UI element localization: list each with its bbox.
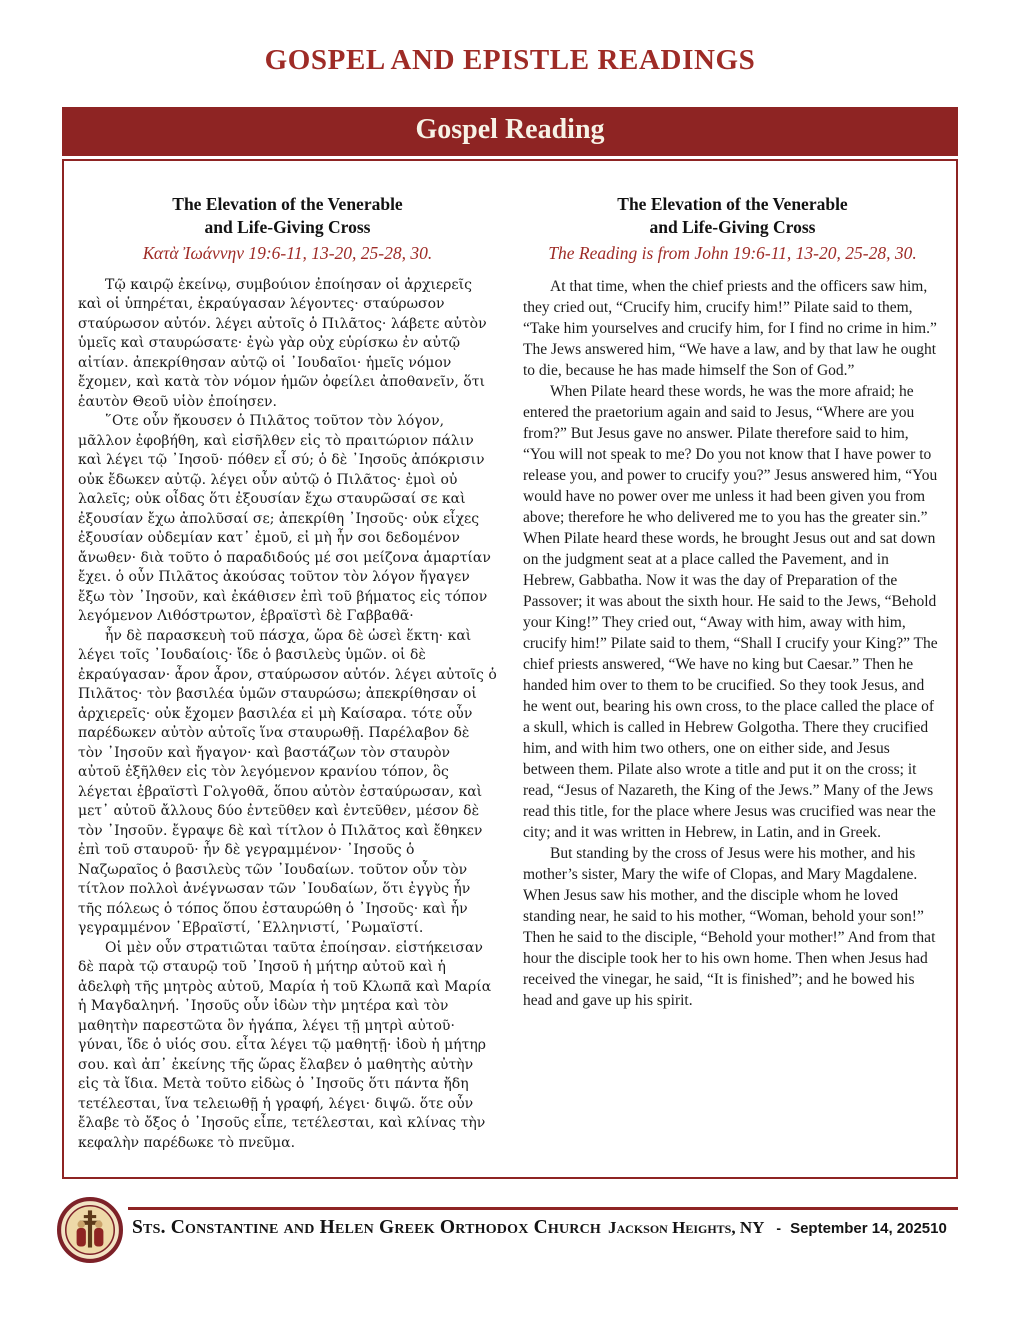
- church-location: Jackson Heights, NY: [608, 1218, 765, 1237]
- church-seal-icon: [57, 1197, 123, 1263]
- page-title: GOSPEL AND EPISTLE READINGS: [264, 44, 756, 76]
- church-name: Sts. Constantine and Helen Greek Orthodox Church: [132, 1217, 601, 1238]
- greek-paragraph: ῞Οτε οὖν ἤκουσεν ὁ Πιλᾶτος τοῦτον τὸν λόγον, μᾶλλον ἐφοβήθη, καὶ εἰσῆλθεν εἰς τὸ πραιτώριον πάλιν καὶ λέγει τῷ ᾿Ιησοῦ· πόθεν εἶ σύ; ὁ δὲ ᾿Ιησοῦς ἀπόκρισιν οὐκ ἔδωκεν αὐτῷ. λέγει οὖν αὐτῷ ὁ Πιλᾶτος· ἐμοὶ οὐ λαλεῖς; οὐκ οἶδας ὅτι ἐξουσίαν ἔχω σταυρῶσαί σε καὶ ἐξουσίαν ἔχω ἀπολῦσαί σε; ἀπεκρίθη ᾿Ιησοῦς· οὐκ εἶχες ἐξουσίαν οὐδεμίαν κατ᾿ ἐμοῦ, εἰ μὴ ἦν σοι δεδομένον ἄνωθεν· διὰ τοῦτο ὁ παραδιδούς μέ σοι μείζονα ἁμαρτίαν ἔχει. ὁ οὖν Πιλᾶτος ἀκούσας τοῦτον τὸν λόγον ἤγαγεν ἔξω τὸν ᾿Ιησοῦν, καὶ ἐκάθισεν ἐπὶ τοῦ βήματος εἰς τόπον λεγόμενον Λιθόστρωτον, ἑβραϊστὶ δὲ Γαββαθᾶ·: [78, 413, 491, 624]
- footer-text-row: [132, 1217, 958, 1239]
- greek-column: [78, 181, 497, 1177]
- greek-scripture-reference: Κατὰ Ἰωάννην 19:6-11, 13-20, 25-28, 30.: [142, 242, 433, 263]
- english-paragraph: At that time, when the chief priests and the officers saw him, they cried out, “Crucify him, crucify him!” Pilate said to them, “Take him yourselves and crucify him, for I find no crime in him.” The Jews answered him, “We have a law, and by that law he ought to die, because he has made himself the Son of God.”: [523, 277, 937, 379]
- footer-date: September 14, 2025: [790, 1220, 931, 1237]
- greek-heading-line2: and Life-Giving Cross: [204, 216, 371, 237]
- english-column: [523, 181, 942, 1177]
- reading-content-box: [62, 159, 958, 1179]
- greek-heading-line1: The Elevation of the Venerable: [172, 194, 403, 214]
- greek-paragraph: Τῷ καιρῷ ἐκείνῳ, συμβούιον ἐποίησαν οἱ ἀρχιερεῖς καὶ οἱ ὑπηρέται, ἐκραύγασαν λέγοντες· σταύρωσον σταύρωσον αὐτόν. λέγει αὐτοῖς ὁ Πιλᾶτος· λάβετε αὐτὸν ὑμεῖς καὶ σταυρώσατε· ἐγὼ γὰρ οὐχ εὑρίσκω ἐν αὐτῷ αἰτίαν. ἀπεκρίθησαν αὐτῷ οἱ ᾿Ιουδαῖοι· ἡμεῖς νόμον ἔχομεν, καὶ κατὰ τὸν νόμον ἡμῶν ὀφείλει ἀποθανεῖν, ὅτι ἑαυτὸν Θεοῦ υἱὸν ἐποίησεν.: [78, 276, 487, 410]
- english-heading-line2: and Life-Giving Cross: [649, 216, 816, 237]
- greek-paragraph: Οἱ μὲν οὖν στρατιῶται ταῦτα ἐποίησαν. εἱστήκεισαν δὲ παρὰ τῷ σταυρῷ τοῦ ᾿Ιησοῦ ἡ μήτηρ αὐτοῦ καὶ ἡ ἀδελφὴ τῆς μητρὸς αὐτοῦ, Μαρία ἡ τοῦ Κλωπᾶ καὶ Μαρία ἡ Μαγδαληνή. ᾿Ιησοῦς οὖν ἰδὼν τὴν μητέρα καὶ τὸν μαθητὴν παρεστῶτα ὃν ἠγάπα, λέγει τῇ μητρὶ αὐτοῦ· γύναι, ἴδε ὁ υἱός σου. εἶτα λέγει τῷ μαθητῇ· ἰδοὺ ἡ μήτηρ σου. καὶ ἀπ᾽ ἐκείνης τῆς ὥρας ἔλαβεν ὁ μαθητὴς αὐτὴν εἰς τὰ ἴδια. Μετὰ τοῦτο εἰδὼς ὁ ᾿Ιησοῦς ὅτι πάντα ἤδη τετέλεσται, ἵνα τελειωθῇ ἡ γραφή, λέγει· διψῶ. ὅτε οὖν ἔλαβε τὸ ὄξος ὁ ᾿Ιησοῦς εἶπε, τετέλεσται, καὶ κλίνας τὴν κεφαλὴν παρέδωκε τὸ πνεῦμα.: [78, 939, 492, 1151]
- greek-paragraph: ἦν δὲ παρασκευὴ τοῦ πάσχα, ὥρα δὲ ὡσεὶ ἕκτη· καὶ λέγει τοῖς ᾿Ιουδαίοις· ἴδε ὁ βασιλεὺς ὑμῶν. οἱ δὲ ἐκραύγασαν· ἆρον ἆρον, σταύρωσον αὐτόν. λέγει αὐτοῖς ὁ Πιλᾶτος· τὸν βασιλέα ὑμῶν σταυρώσω; ἀπεκρίθησαν οἱ ἀρχιερεῖς· οὐκ ἔχομεν βασιλέα εἰ μὴ Καίσαρα. τότε οὖν παρέδωκεν αὐτὸν αὐτοῖς ἵνα σταυρωθῇ. Παρέλαβον δὲ τὸν ᾿Ιησοῦν καὶ ἤγαγον· καὶ βαστάζων τὸν σταυρὸν αὐτοῦ ἐξῆλθεν εἰς τὸν λεγόμενον κρανίου τόπον, ὃς λέγεται ἑβραϊστὶ Γολγοθᾶ, ὅπου αὐτὸν ἐσταύρωσαν, καὶ μετ᾽ αὐτοῦ ἄλλους δύο ἐντεῦθεν καὶ ἐντεῦθεν, μέσον δὲ τὸν ᾿Ιησοῦν. ἔγραψε δὲ καὶ τίτλον ὁ Πιλᾶτος καὶ ἔθηκεν ἐπὶ τοῦ σταυροῦ· ἦν δὲ γεγραμμένον· ᾿Ιησοῦς ὁ Ναζωραῖος ὁ βασιλεὺς τῶν ᾿Ιουδαίων. τοῦτον οὖν τὸν τίτλον πολλοὶ ἀνέγνωσαν τῶν ᾿Ιουδαίων, ὅτι ἐγγὺς ἦν τῆς πόλεως ὁ τόπος ὅπου ἐσταυρώθη ὁ ᾿Ιησοῦς· καὶ ἦν γεγραμμένον ῾Εβραϊστί, ῾Ελληνιστί, ῾Ρωμαϊστί.: [78, 627, 497, 936]
- footer-divider-rule: [128, 1207, 958, 1210]
- gospel-reading-banner: Gospel Reading: [62, 107, 958, 156]
- english-scripture-reference: The Reading is from John 19:6-11, 13-20, 25-28, 30.: [548, 242, 917, 263]
- english-paragraph: When Pilate heard these words, he was the more afraid; he entered the praetorium again and said to Jesus, “Where are you from?” But Jesus gave no answer. Pilate therefore said to him, “You will not speak to me? Do you not know that I have power to release you, and power to crucify you?” Jesus answered him, “You would have no power over me unless it had been given you from above; therefore he who delivered me to you has the greater sin.” When Pilate heard these words, he brought Jesus out and sat down on the judgment seat at a place called the Pavement, and in Hebrew, Gabbatha. Now it was the day of Preparation of the Passover; it was about the sixth hour. He said to the Jews, “Behold your King!” They cried out, “Away with him, away with him, crucify him!” Pilate said to them, “Shall I crucify your King?” The chief priests answered, “We have no king but Caesar.” Then he handed him over to them to be crucified. So they took Jesus, and he went out, bearing his own cross, to the place called the place of a skull, which is called in Hebrew Golgotha. There they crucified him, and with him two others, one on either side, and Jesus between them. Pilate also wrote a title and put it on the cross; it read, “Jesus of Nazareth, the King of the Jews.” Many of the Jews read this title, for the place where Jesus was crucified was near the city; and it was written in Hebrew, in Latin, and in Greek.: [523, 382, 938, 841]
- greek-reading-text: [78, 276, 497, 1154]
- english-paragraph: But standing by the cross of Jesus were his mother, and his mother’s sister, Mary the wife of Clopas, and Mary Magdalene. When Jesus saw his mother, and the disciple whom he loved standing near, he said to his mother, “Woman, behold your son!” Then he said to the disciple, “Behold your mother!” And from that hour the disciple took her to his own home. Then when Jesus had received the vinegar, he said, “It is finished”; and he bowed his head and gave up his spirit.: [523, 844, 936, 1009]
- english-column-heading: [523, 193, 942, 239]
- greek-column-heading: [78, 193, 497, 239]
- english-heading-line1: The Elevation of the Venerable: [617, 194, 848, 214]
- english-reading-text: [523, 276, 942, 1011]
- page-number: 10: [930, 1220, 947, 1237]
- page-footer: [0, 1193, 1020, 1288]
- footer-separator: -: [776, 1220, 782, 1236]
